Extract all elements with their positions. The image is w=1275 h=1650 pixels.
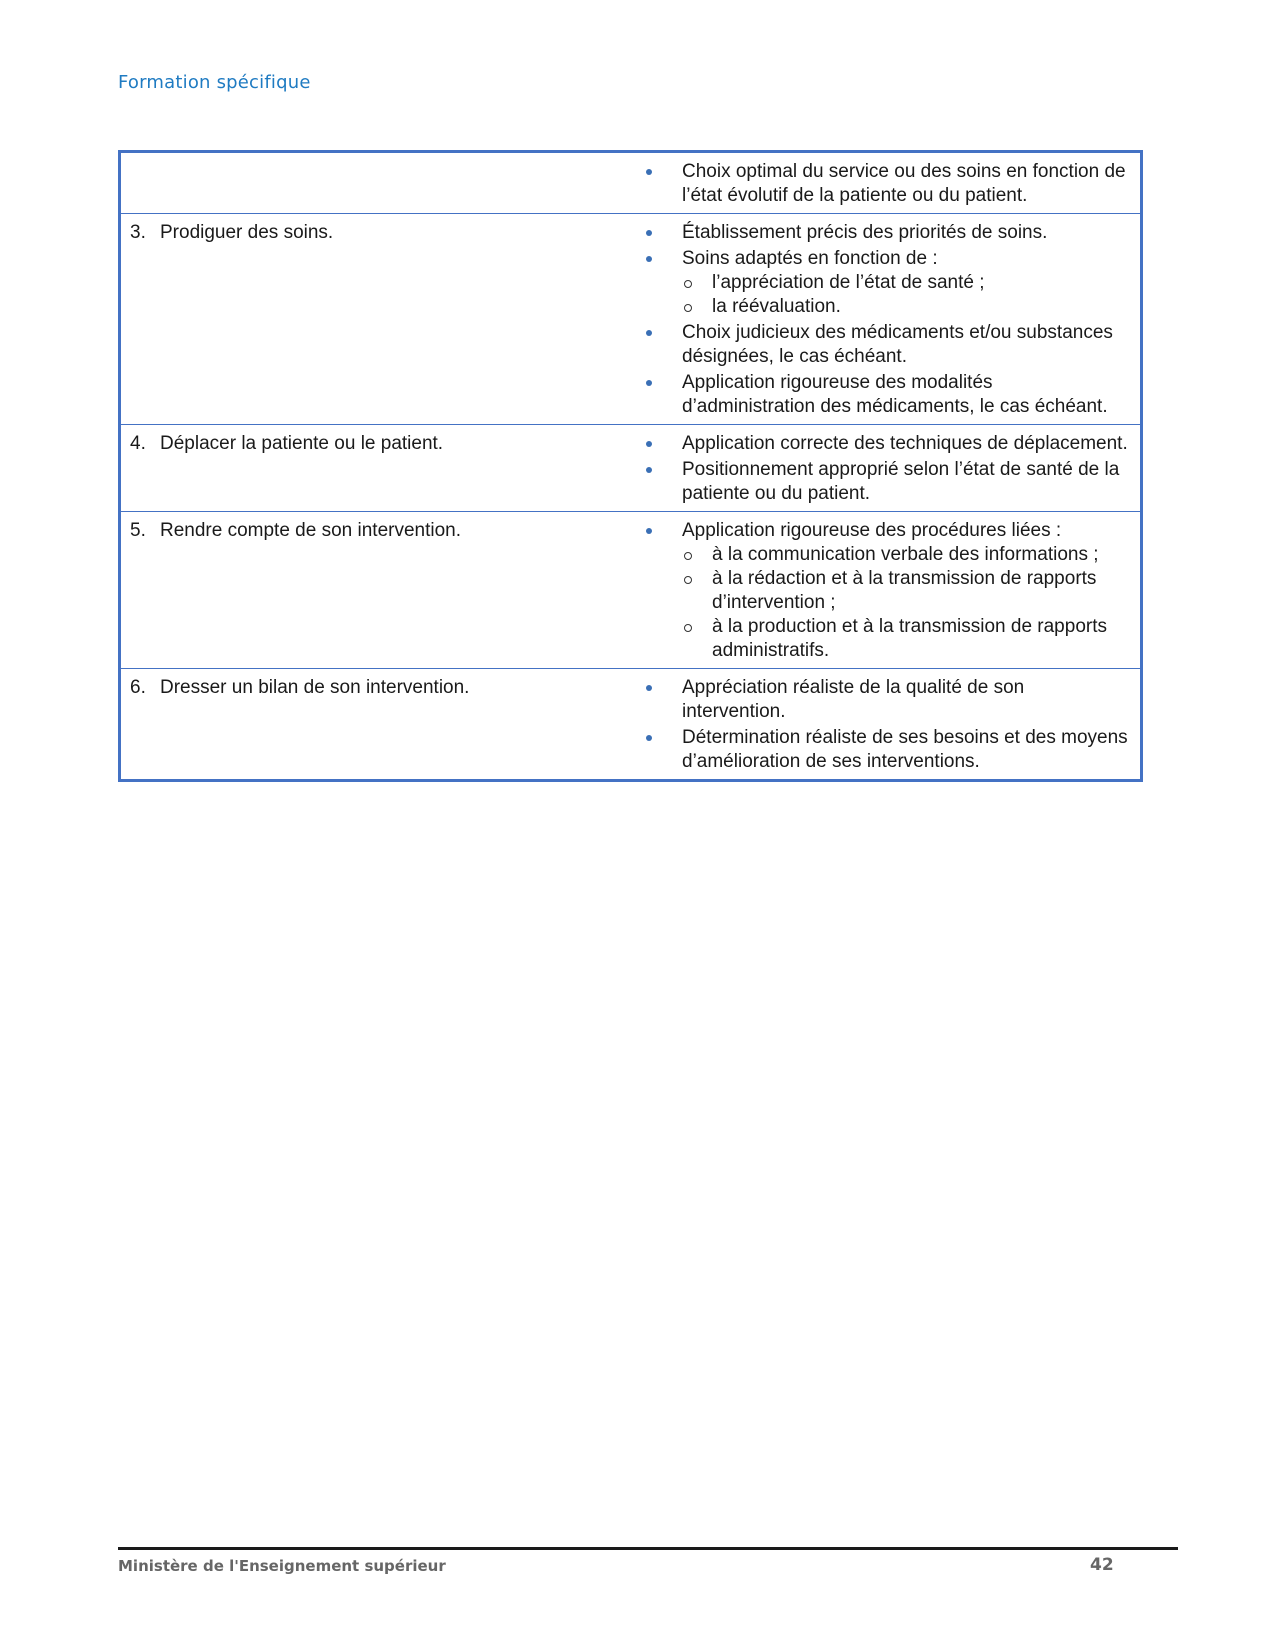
sub-criterion-item: à la production et à la transmission de rapports administratifs.	[682, 615, 1130, 663]
criterion-item: Choix judicieux des médicaments et/ou substances désignées, le cas échéant.	[640, 321, 1130, 369]
element-text: Prodiguer des soins.	[160, 222, 334, 243]
criteria-cell	[640, 512, 1142, 669]
footer-divider	[118, 1547, 1178, 1550]
criterion-item: Choix optimal du service ou des soins en fonction de l’état évolutif de la patiente ou du patient.	[640, 160, 1130, 208]
criteria-cell	[640, 214, 1142, 425]
criteria-list	[640, 221, 1130, 419]
element-cell	[120, 669, 641, 781]
element-cell	[120, 512, 641, 669]
footer-publisher: Ministère de l'Enseignement supérieur	[118, 1557, 446, 1575]
element-text: Déplacer la patiente ou le patient.	[160, 433, 444, 454]
element-number: 6.	[130, 677, 146, 698]
sub-criterion-item: l’appréciation de l’état de santé ;	[682, 271, 1130, 295]
table-row	[120, 214, 1142, 425]
element-text: Rendre compte de son intervention.	[160, 520, 462, 541]
running-header: Formation spécifique	[118, 72, 311, 93]
criterion-item: Application rigoureuse des modalités d’administration des médicaments, le cas échéant.	[640, 371, 1130, 419]
criterion-item: Établissement précis des priorités de soins.	[640, 221, 1130, 245]
element-number: 4.	[130, 433, 146, 454]
criterion-text: Soins adaptés en fonction de :	[682, 248, 938, 269]
criteria-list	[640, 676, 1130, 774]
element-cell	[120, 152, 641, 214]
criteria-list	[640, 432, 1130, 506]
sub-criteria-list	[682, 271, 1130, 319]
criteria-list	[640, 160, 1130, 208]
criteria-cell	[640, 669, 1142, 781]
table-row	[120, 669, 1142, 781]
element-cell	[120, 425, 641, 512]
sub-criterion-item: à la rédaction et à la transmission de rapports d’intervention ;	[682, 567, 1130, 615]
table-row	[120, 152, 1142, 214]
criterion-item: Application correcte des techniques de déplacement.	[640, 432, 1130, 456]
criterion-item: Positionnement approprié selon l’état de santé de la patiente ou du patient.	[640, 458, 1130, 506]
criteria-cell	[640, 152, 1142, 214]
page-number: 42	[1090, 1555, 1114, 1575]
criteria-list	[640, 519, 1130, 663]
table-row	[120, 512, 1142, 669]
criteria-cell	[640, 425, 1142, 512]
criterion-item: Appréciation réaliste de la qualité de son intervention.	[640, 676, 1130, 724]
element-cell	[120, 214, 641, 425]
criterion-item: Détermination réaliste de ses besoins et des moyens d’amélioration de ses interventions.	[640, 726, 1130, 774]
element-number: 3.	[130, 222, 146, 243]
competency-table	[118, 150, 1143, 782]
sub-criterion-item: la réévaluation.	[682, 295, 1130, 319]
criterion-item	[640, 519, 1130, 663]
element-number: 5.	[130, 520, 146, 541]
criterion-item	[640, 247, 1130, 319]
sub-criteria-list	[682, 543, 1130, 663]
sub-criterion-item: à la communication verbale des informations ;	[682, 543, 1130, 567]
element-text: Dresser un bilan de son intervention.	[160, 677, 470, 698]
table-row	[120, 425, 1142, 512]
criterion-text: Application rigoureuse des procédures liées :	[682, 520, 1062, 541]
